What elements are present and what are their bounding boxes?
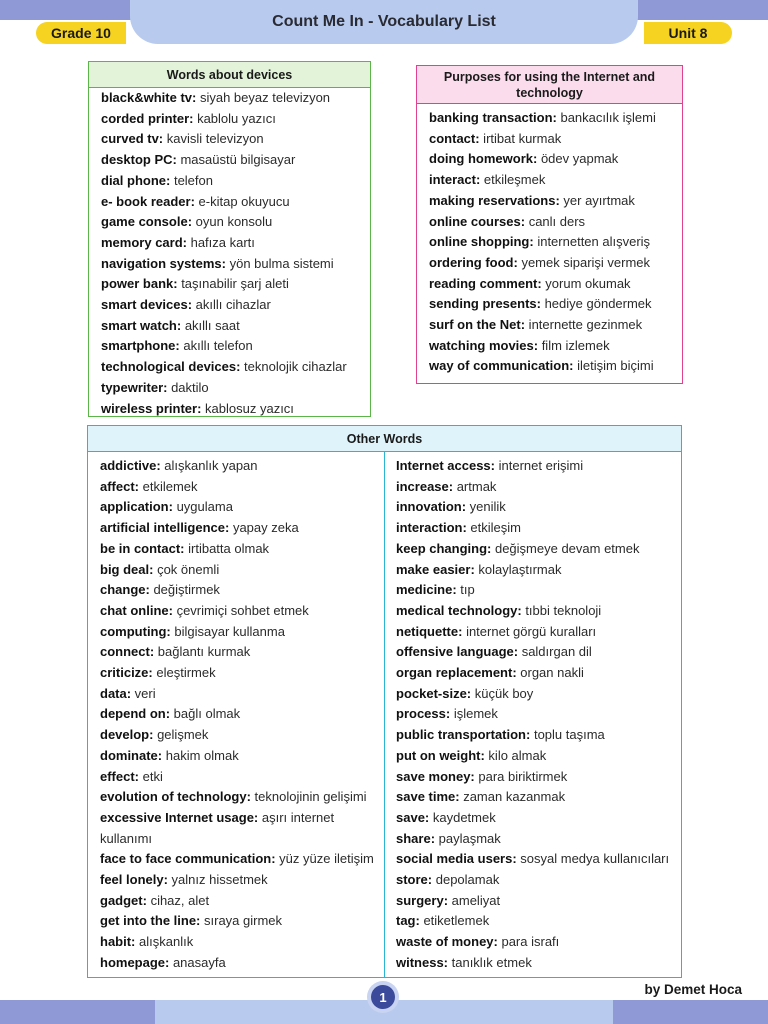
vocab-meaning: kablolu yazıcı — [193, 110, 276, 126]
vocab-meaning: tanıklık etmek — [448, 954, 532, 970]
vocab-term: offensive language: — [396, 644, 519, 660]
vocab-entry — [100, 725, 374, 746]
vocab-entry — [101, 150, 370, 171]
other-words-box — [87, 425, 682, 978]
vocab-term: dial phone: — [101, 172, 171, 188]
vocab-meaning: taşınabilir şarj aleti — [177, 276, 289, 292]
vocab-term: way of communication: — [429, 358, 574, 374]
vocab-term: criticize: — [100, 665, 153, 681]
vocab-term: reading comment: — [429, 275, 542, 291]
vocab-meaning: para biriktirmek — [474, 768, 568, 784]
vocab-meaning: oyun konsolu — [192, 214, 273, 230]
vocab-meaning: ödev yapmak — [537, 151, 619, 167]
vocab-term: online shopping: — [429, 234, 534, 250]
devices-box-title: Words about devices — [89, 62, 370, 88]
vocab-term: store: — [396, 872, 433, 888]
vocab-entry — [429, 253, 682, 274]
vocab-meaning: zaman kazanmak — [459, 789, 566, 805]
vocab-meaning: irtibatta olmak — [184, 540, 270, 556]
vocab-entry — [101, 212, 370, 233]
vocab-term: computing: — [100, 623, 171, 639]
other-words-right-column — [396, 456, 669, 974]
vocab-entry — [101, 378, 370, 399]
vocab-entry — [429, 356, 682, 377]
vocab-entry — [100, 456, 374, 477]
vocab-term: affect: — [100, 478, 140, 494]
vocab-term: netiquette: — [396, 623, 463, 639]
vocab-entry — [429, 170, 682, 191]
vocab-entry — [101, 295, 370, 316]
vocab-meaning: teknolojinin gelişimi — [250, 789, 367, 805]
vocab-meaning: veri — [131, 685, 156, 701]
vocab-entry — [396, 622, 669, 643]
vocab-meaning: organ nakli — [516, 665, 584, 681]
vocab-term: banking transaction: — [429, 110, 557, 125]
other-words-left-column — [100, 456, 374, 974]
vocab-entry — [396, 953, 669, 974]
vocab-meaning: etkileşmek — [480, 172, 546, 188]
vocab-entry — [101, 88, 370, 109]
page-title: Count Me In - Vocabulary List — [272, 13, 496, 30]
vocab-entry — [100, 622, 374, 643]
vocab-meaning: değişmeye devam etmek — [491, 540, 640, 556]
vocab-meaning: yorum okumak — [541, 275, 631, 291]
vocab-term: face to face communication: — [100, 851, 276, 867]
vocab-entry — [429, 129, 682, 150]
vocab-term: organ replacement: — [396, 665, 517, 681]
vocab-meaning: yenilik — [466, 499, 506, 515]
vocab-entry — [429, 212, 682, 233]
vocab-term: curved tv: — [101, 131, 164, 147]
vocab-term: gadget: — [100, 892, 147, 908]
vocab-meaning: yer ayırtmak — [559, 192, 635, 208]
vocab-meaning: anasayfa — [169, 954, 226, 970]
vocab-entry — [101, 316, 370, 337]
vocab-meaning: toplu taşıma — [530, 727, 605, 743]
vocab-meaning: alışkanlık — [135, 934, 194, 950]
vocab-meaning: etkilemek — [139, 478, 198, 494]
vocab-term: evolution of technology: — [100, 789, 251, 805]
vocab-term: typewriter: — [101, 379, 168, 395]
vocab-entry — [396, 808, 669, 829]
vocab-term: get into the line: — [100, 913, 201, 929]
vocab-entry — [100, 477, 374, 498]
vocab-meaning: teknolojik cihazlar — [240, 359, 347, 375]
vocab-term: addictive: — [100, 458, 161, 473]
unit-label: Unit 8 — [644, 22, 732, 44]
vocab-entry — [396, 891, 669, 912]
vocab-term: pocket-size: — [396, 685, 472, 701]
vocab-entry — [396, 829, 669, 850]
vocab-term: develop: — [100, 727, 154, 743]
vocab-meaning: kablosuz yazıcı — [201, 400, 294, 416]
vocab-entry — [429, 274, 682, 295]
vocab-meaning: çok önemli — [153, 561, 220, 577]
vocab-entry — [101, 192, 370, 213]
vocab-term: corded printer: — [101, 110, 194, 126]
vocab-meaning: akıllı cihazlar — [192, 297, 271, 313]
vocab-term: change: — [100, 582, 150, 598]
vocab-meaning: daktilo — [167, 379, 209, 395]
vocab-entry — [396, 911, 669, 932]
vocab-meaning: uygulama — [172, 499, 233, 515]
vocab-meaning: internetten alışveriş — [533, 234, 651, 250]
vocab-entry — [100, 746, 374, 767]
vocab-term: surgery: — [396, 892, 449, 908]
vocab-term: black&white tv: — [101, 90, 197, 105]
vocab-entry — [396, 497, 669, 518]
vocab-meaning: internet erişimi — [495, 458, 584, 473]
purposes-list — [417, 104, 682, 377]
vocab-entry — [429, 191, 682, 212]
page-number-badge — [367, 981, 399, 1013]
column-divider — [384, 452, 385, 977]
vocab-term: increase: — [396, 478, 454, 494]
vocab-term: be in contact: — [100, 540, 185, 556]
vocab-term: surf on the Net: — [429, 317, 526, 333]
vocab-term: game console: — [101, 214, 193, 230]
vocab-term: excessive Internet usage: — [100, 809, 259, 825]
footer-bar-right — [613, 1000, 768, 1024]
vocab-meaning: kavisli televizyon — [163, 131, 264, 147]
vocab-meaning: hakim olmak — [162, 747, 239, 763]
vocab-entry — [100, 539, 374, 560]
vocab-entry — [101, 171, 370, 192]
vocab-entry — [396, 787, 669, 808]
vocab-entry — [100, 891, 374, 912]
vocab-term: online courses: — [429, 213, 526, 229]
vocab-meaning: irtibat kurmak — [479, 130, 562, 146]
author-credit: by Demet Hoca — [644, 982, 742, 997]
vocab-term: make easier: — [396, 561, 475, 577]
title-banner — [130, 0, 638, 44]
vocab-entry — [396, 849, 669, 870]
vocab-meaning: kaydetmek — [429, 809, 496, 825]
vocab-term: save: — [396, 809, 430, 825]
vocab-meaning: siyah beyaz televizyon — [196, 90, 331, 105]
vocab-entry — [396, 580, 669, 601]
vocab-entry — [100, 808, 370, 849]
vocab-meaning: sosyal medya kullanıcıları — [516, 851, 670, 867]
vocab-entry — [429, 294, 682, 315]
vocab-meaning: yön bulma sistemi — [226, 255, 334, 271]
vocab-term: wireless printer: — [101, 400, 202, 416]
vocab-term: ordering food: — [429, 254, 518, 270]
vocab-meaning: alışkanlık yapan — [160, 458, 258, 473]
vocab-meaning: yüz yüze iletişim — [275, 851, 374, 867]
vocab-meaning: hafıza kartı — [186, 234, 255, 250]
vocab-term: habit: — [100, 934, 136, 950]
vocab-entry — [396, 477, 669, 498]
vocab-entry — [396, 870, 669, 891]
vocab-term: keep changing: — [396, 540, 492, 556]
vocab-entry — [100, 663, 374, 684]
vocab-term: interact: — [429, 172, 481, 188]
vocab-meaning: film izlemek — [538, 337, 610, 353]
vocab-meaning: yemek siparişi vermek — [517, 254, 651, 270]
vocab-entry — [396, 560, 669, 581]
vocab-meaning: depolamak — [432, 872, 500, 888]
vocab-entry — [100, 684, 374, 705]
vocab-meaning: tıp — [456, 582, 475, 598]
vocab-entry — [396, 663, 669, 684]
vocab-entry — [429, 232, 682, 253]
vocab-entry — [396, 518, 669, 539]
vocab-term: smart watch: — [101, 317, 182, 333]
vocab-meaning: yalnız hissetmek — [167, 872, 268, 888]
vocab-meaning: bağlantı kurmak — [154, 644, 251, 660]
page-number: 1 — [371, 985, 395, 1009]
vocab-term: doing homework: — [429, 151, 538, 167]
vocab-meaning: canlı ders — [525, 213, 586, 229]
vocab-term: public transportation: — [396, 727, 531, 743]
other-words-right-list — [396, 456, 669, 974]
vocab-term: desktop PC: — [101, 152, 177, 168]
vocab-entry — [100, 560, 374, 581]
vocab-term: smart devices: — [101, 297, 193, 313]
vocab-meaning: kolaylaştırmak — [474, 561, 562, 577]
vocab-meaning: çevrimiçi sohbet etmek — [172, 602, 309, 618]
vocab-term: data: — [100, 685, 132, 701]
vocab-meaning: ameliyat — [448, 892, 501, 908]
vocab-entry — [396, 539, 669, 560]
vocab-meaning: masaüstü bilgisayar — [176, 152, 296, 168]
vocab-meaning: bankacılık işlemi — [556, 110, 656, 125]
vocab-entry — [101, 109, 370, 130]
vocab-meaning: saldırgan dil — [518, 644, 592, 660]
vocab-meaning: artmak — [453, 478, 497, 494]
vocab-term: medicine: — [396, 582, 457, 598]
vocab-meaning: tıbbi teknoloji — [521, 602, 602, 618]
vocab-meaning: işlemek — [450, 706, 498, 722]
vocab-meaning: e-kitap okuyucu — [194, 193, 290, 209]
vocab-meaning: internet görgü kuralları — [462, 623, 597, 639]
vocab-term: e- book reader: — [101, 193, 195, 209]
vocab-entry — [396, 601, 669, 622]
vocab-entry — [396, 725, 669, 746]
vocab-term: technological devices: — [101, 359, 241, 375]
vocab-meaning: küçük boy — [471, 685, 534, 701]
vocab-entry — [101, 254, 370, 275]
vocab-meaning: etki — [139, 768, 163, 784]
vocab-entry — [100, 642, 374, 663]
vocab-meaning: akıllı telefon — [179, 338, 253, 354]
vocab-term: application: — [100, 499, 173, 515]
vocab-term: making reservations: — [429, 192, 560, 208]
vocab-term: effect: — [100, 768, 140, 784]
grade-label: Grade 10 — [36, 22, 126, 44]
vocab-term: share: — [396, 830, 436, 846]
vocab-term: smartphone: — [101, 338, 180, 354]
vocab-term: big deal: — [100, 561, 154, 577]
vocab-entry — [396, 746, 669, 767]
vocab-term: depend on: — [100, 706, 171, 722]
vocab-entry — [396, 932, 669, 953]
vocab-term: artificial intelligence: — [100, 520, 230, 536]
vocab-meaning: aşırı internet kullanımı — [100, 809, 335, 846]
vocab-term: witness: — [396, 954, 449, 970]
vocab-meaning: paylaşmak — [435, 830, 501, 846]
vocab-entry — [100, 601, 374, 622]
vocab-term: homepage: — [100, 954, 170, 970]
vocab-term: put on weight: — [396, 747, 485, 763]
devices-box — [88, 61, 371, 417]
vocab-entry — [396, 456, 669, 477]
vocab-entry — [100, 932, 374, 953]
vocab-meaning: iletişim biçimi — [573, 358, 654, 374]
vocab-meaning: eleştirmek — [152, 665, 216, 681]
vocab-entry — [100, 497, 374, 518]
vocab-entry — [100, 911, 374, 932]
vocab-meaning: etkileşim — [466, 520, 521, 536]
vocab-meaning: bağlı olmak — [170, 706, 241, 722]
vocab-entry — [100, 953, 374, 974]
footer-bar-left — [0, 1000, 155, 1024]
vocab-meaning: telefon — [170, 172, 213, 188]
vocab-term: medical technology: — [396, 602, 522, 618]
vocab-entry — [429, 336, 682, 357]
vocab-entry — [100, 704, 374, 725]
vocab-term: watching movies: — [429, 337, 539, 353]
vocab-entry — [396, 704, 669, 725]
other-words-left-list — [100, 456, 374, 974]
purposes-box — [416, 65, 683, 384]
vocab-entry — [396, 767, 669, 788]
devices-list — [89, 88, 370, 419]
vocab-entry — [396, 642, 669, 663]
vocab-entry — [429, 315, 682, 336]
vocab-meaning: hediye göndermek — [540, 296, 652, 312]
vocab-meaning: sıraya girmek — [200, 913, 283, 929]
vocab-entry — [429, 108, 682, 129]
vocab-term: save time: — [396, 789, 460, 805]
vocab-entry — [101, 357, 370, 378]
vocab-meaning: para israfı — [497, 934, 560, 950]
vocab-term: innovation: — [396, 499, 467, 515]
vocab-entry — [429, 149, 682, 170]
vocab-term: navigation systems: — [101, 255, 226, 271]
vocab-meaning: gelişmek — [153, 727, 209, 743]
vocab-term: waste of money: — [396, 934, 498, 950]
vocab-entry — [396, 684, 669, 705]
vocab-term: memory card: — [101, 234, 187, 250]
vocab-entry — [100, 870, 374, 891]
vocab-term: save money: — [396, 768, 475, 784]
vocab-term: tag: — [396, 913, 420, 929]
vocab-entry — [101, 274, 370, 295]
vocab-meaning: bilgisayar kullanma — [170, 623, 285, 639]
vocab-meaning: akıllı saat — [181, 317, 240, 333]
other-words-title: Other Words — [88, 426, 681, 452]
vocab-entry — [100, 787, 374, 808]
vocab-entry — [101, 336, 370, 357]
vocab-entry — [100, 580, 374, 601]
purposes-box-title: Purposes for using the Internet and technology — [417, 66, 682, 104]
vocab-term: dominate: — [100, 747, 163, 763]
vocab-entry — [100, 849, 374, 870]
vocab-term: contact: — [429, 130, 480, 146]
vocab-meaning: değiştirmek — [149, 582, 220, 598]
vocab-entry — [101, 233, 370, 254]
vocab-term: feel lonely: — [100, 872, 168, 888]
vocab-term: sending presents: — [429, 296, 541, 312]
vocab-term: power bank: — [101, 276, 178, 292]
vocab-term: chat online: — [100, 602, 173, 618]
vocab-entry — [100, 518, 374, 539]
vocab-meaning: cihaz, alet — [146, 892, 210, 908]
vocab-meaning: etiketlemek — [419, 913, 490, 929]
vocab-term: process: — [396, 706, 451, 722]
vocab-term: connect: — [100, 644, 155, 660]
vocab-entry — [101, 399, 370, 420]
vocab-meaning: internette gezinmek — [525, 317, 643, 333]
vocab-term: interaction: — [396, 520, 467, 536]
vocab-term: social media users: — [396, 851, 517, 867]
vocab-meaning: yapay zeka — [229, 520, 299, 536]
vocab-meaning: kilo almak — [484, 747, 547, 763]
vocab-term: Internet access: — [396, 458, 495, 473]
vocab-entry — [101, 129, 370, 150]
vocab-entry — [100, 767, 374, 788]
